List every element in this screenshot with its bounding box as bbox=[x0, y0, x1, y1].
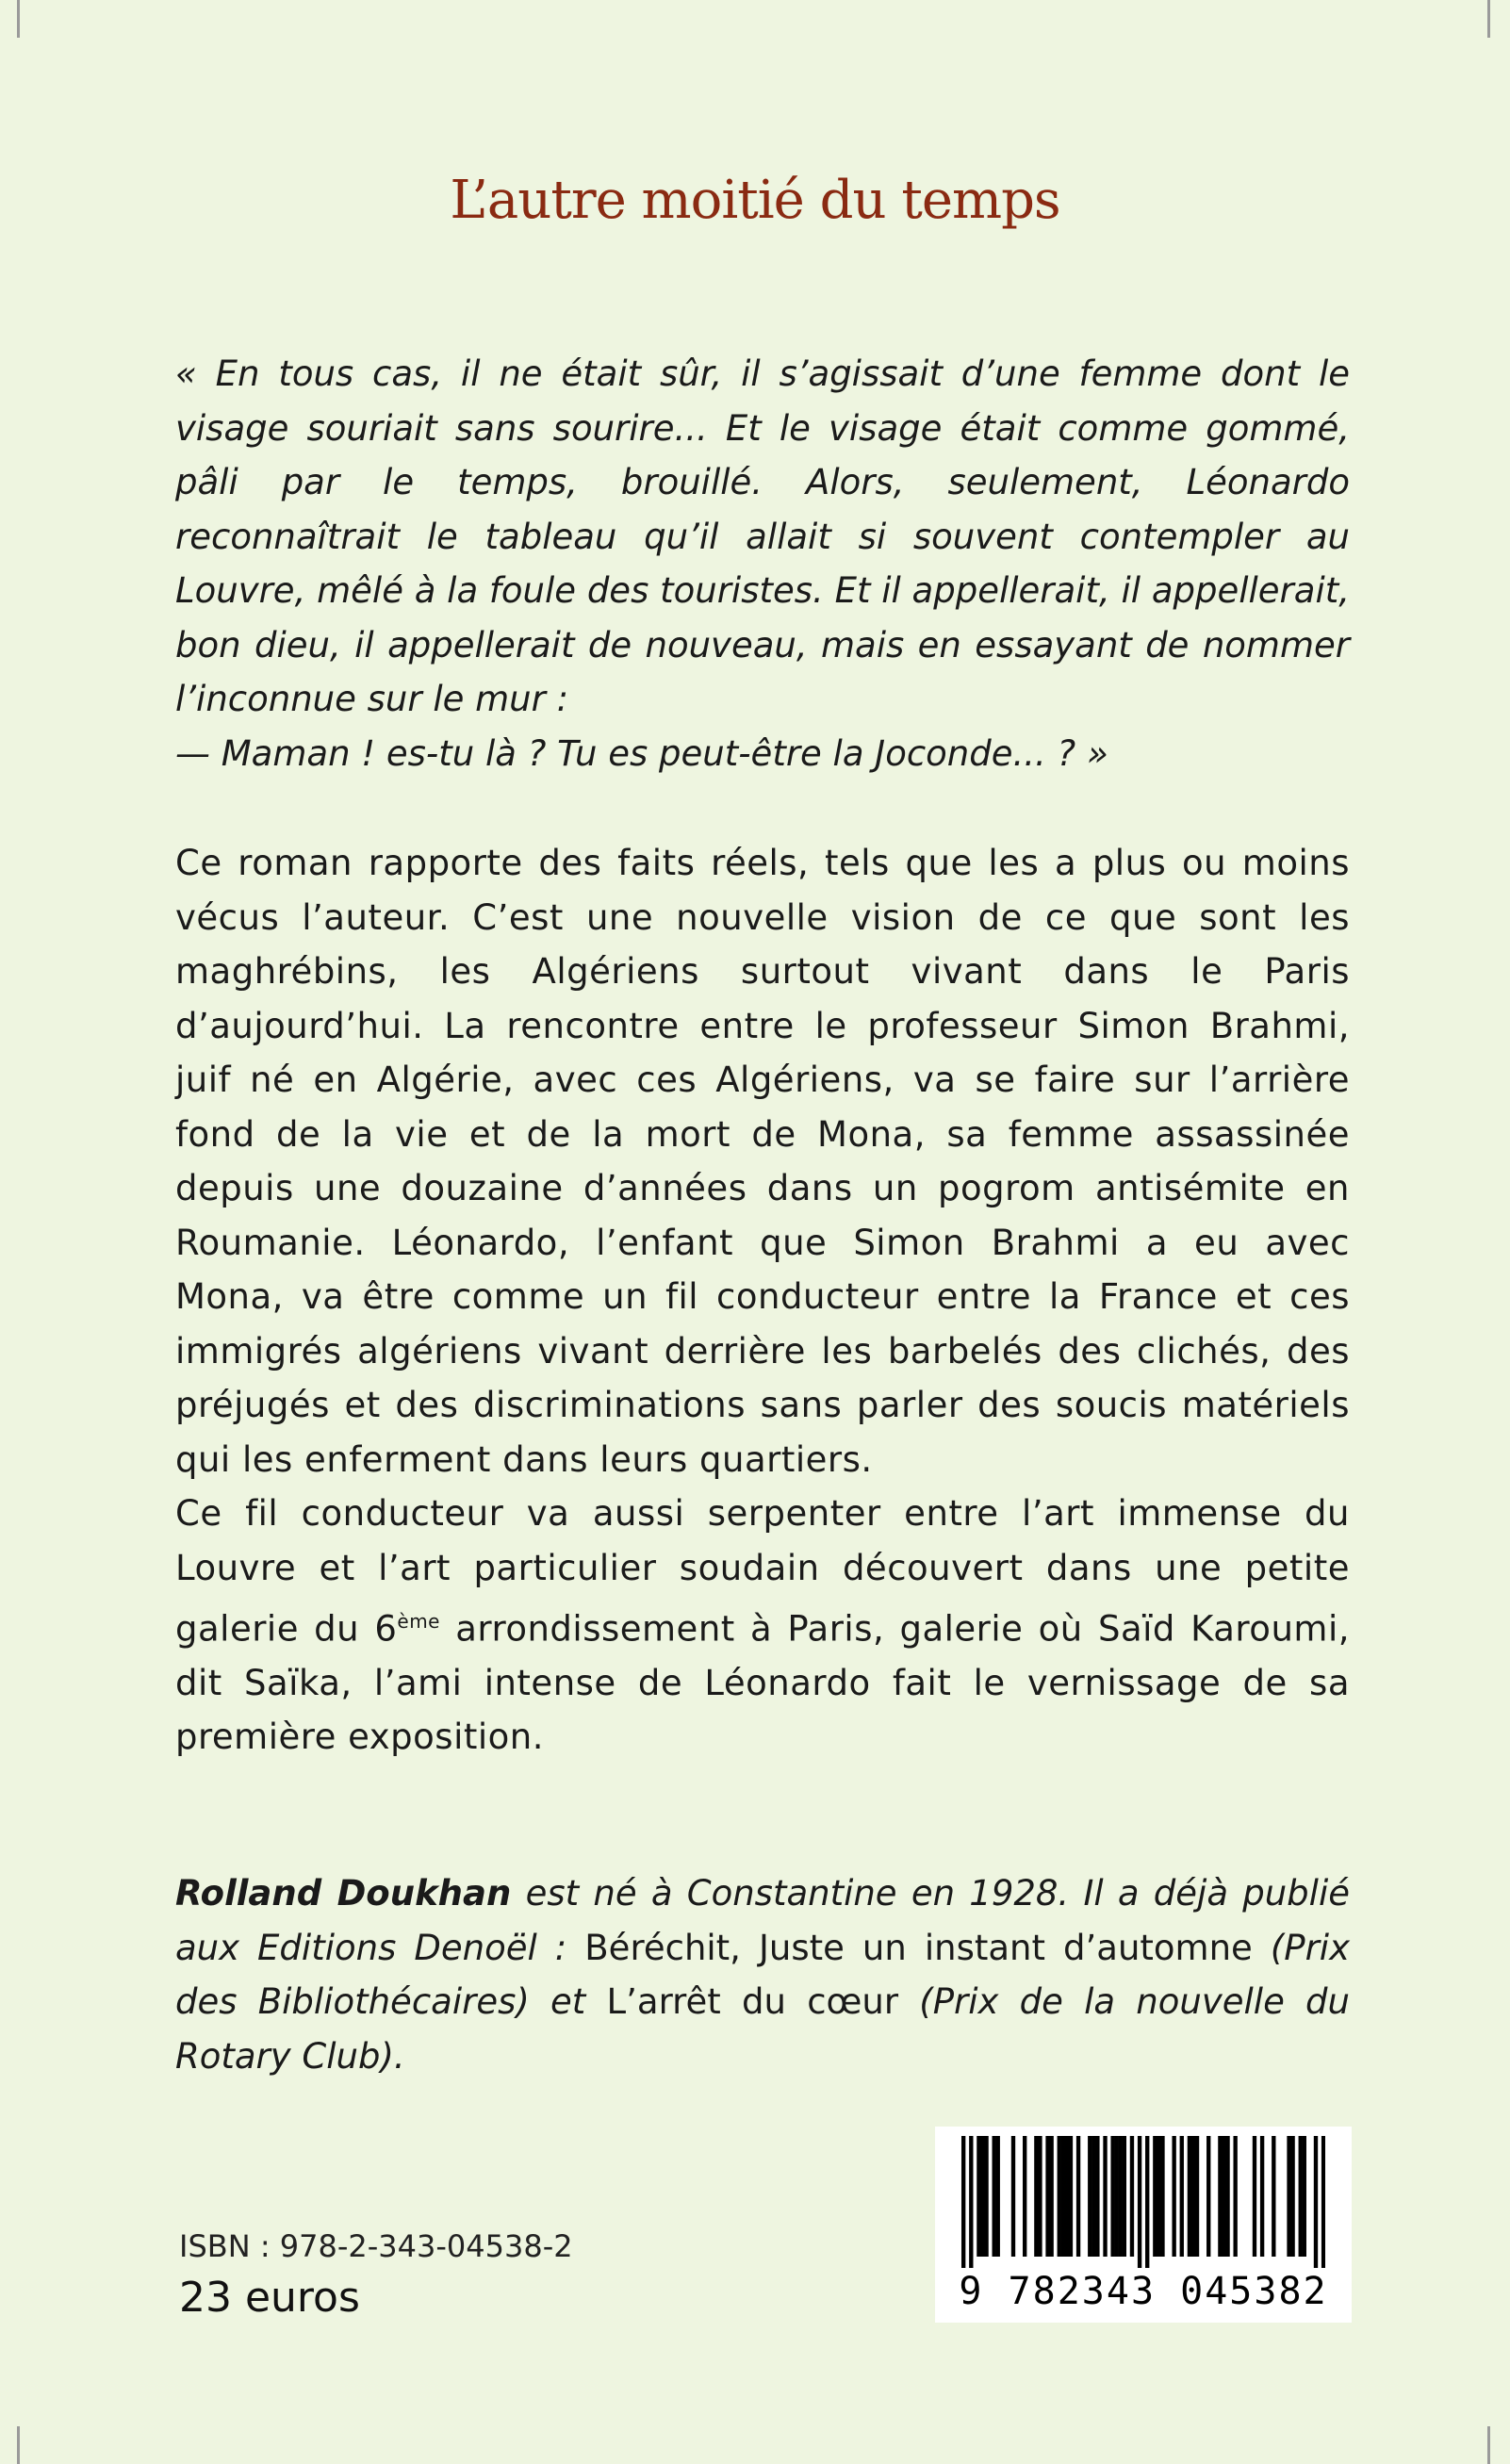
barcode-bar bbox=[1153, 2136, 1157, 2257]
barcode-bar bbox=[1314, 2136, 1318, 2268]
barcode-bar bbox=[1119, 2136, 1123, 2257]
book-summary bbox=[175, 836, 1350, 1765]
barcode-bar bbox=[1299, 2136, 1303, 2257]
barcode-bars bbox=[961, 2136, 1325, 2268]
summary-paragraph-1: Ce roman rapporte des faits réels, tels que les a plus ou moins vécus l’auteur. C’est une nouvelle vision de ce que sont les maghrébins, les Algériens surtout vivant dans le Paris d’aujourd’hui. La rencontre entre le professeur Simon Brahmi, juif né en Algérie, avec ces Algériens, va se faire sur l’arrière fond de la vie et de la mort de Mona, sa femme assassinée depuis une douzaine d’années dans un pogrom antisémite en Roumanie. Léonardo, l’enfant que Simon Brahmi a eu avec Mona, va être comme un fil conducteur entre la France et ces immigrés algériens vivant derrière les barbelés des clichés, des préjugés et des discriminations sans parler des soucis matériels qui les enferment dans leurs quartiers. bbox=[175, 843, 1350, 1480]
barcode-bar bbox=[977, 2136, 980, 2257]
author-bio-text-1: est né à Constantine en 1928. Il a déjà publié aux Editions Denoël : bbox=[175, 1873, 1350, 1968]
summary-paragraph-2-start: Ce fil conducteur va aussi serpenter entre l’art immense du Louvre et l’art particulier soudain découvert dans une petite galerie du 6 bbox=[175, 1493, 1350, 1650]
crop-mark-top-right bbox=[1487, 0, 1490, 38]
barcode-bar bbox=[1233, 2136, 1237, 2257]
barcode-bar bbox=[1130, 2136, 1134, 2257]
author-name: Rolland Doukhan bbox=[175, 1873, 512, 1914]
barcode-bar bbox=[1103, 2136, 1107, 2257]
barcode-bar bbox=[1272, 2136, 1275, 2257]
barcode-bar bbox=[1195, 2136, 1199, 2257]
barcode-bar bbox=[969, 2136, 973, 2268]
book-title: L’autre moitié du temps bbox=[450, 170, 1060, 231]
barcode-bar bbox=[984, 2136, 988, 2257]
barcode-bar bbox=[1253, 2136, 1256, 2257]
barcode-bar bbox=[1206, 2136, 1210, 2257]
barcode-bar bbox=[1145, 2136, 1149, 2268]
barcode-bar bbox=[1222, 2136, 1225, 2257]
barcode-bar bbox=[996, 2136, 1000, 2257]
author-bio-paragraph bbox=[175, 1866, 1350, 2083]
barcode-bar bbox=[1065, 2136, 1069, 2257]
barcode-bar bbox=[1038, 2136, 1042, 2257]
barcode-bar bbox=[1123, 2136, 1126, 2257]
barcode-bar bbox=[1095, 2136, 1099, 2257]
summary-paragraph-2 bbox=[175, 1487, 1350, 1765]
barcode-bar bbox=[1091, 2136, 1095, 2257]
barcode-bar bbox=[1180, 2136, 1184, 2257]
barcode-bar bbox=[1172, 2136, 1175, 2257]
barcode-bar bbox=[1191, 2136, 1195, 2257]
ordinal-superscript: ème bbox=[397, 1610, 440, 1633]
barcode-bar bbox=[1287, 2136, 1290, 2257]
quote-dialogue: — Maman ! es-tu là ? Tu es peut-être la Joconde... ? » bbox=[175, 732, 1108, 774]
barcode-bar bbox=[1138, 2136, 1141, 2268]
barcode-bar bbox=[1088, 2136, 1091, 2257]
barcode-bar bbox=[1188, 2136, 1191, 2257]
barcode-number: 9 782343 045382 bbox=[959, 2270, 1328, 2313]
prize-2: (Prix de la nouvelle du Rotary Club). bbox=[175, 1981, 1350, 2077]
isbn: ISBN : 978-2-343-04538-2 bbox=[179, 2228, 573, 2264]
previous-book-1: Béréchit, Juste un instant d’automne bbox=[584, 1927, 1253, 1968]
previous-book-2: L’arrêt du cœur bbox=[606, 1981, 899, 2022]
barcode-bar bbox=[961, 2136, 965, 2268]
barcode-bar bbox=[1076, 2136, 1080, 2257]
barcode-bar bbox=[1110, 2136, 1114, 2257]
summary-paragraph-2-end: arrondissement à Paris, galerie où Saïd Karoumi, dit Saïka, l’ami intense de Léonardo fait le vernissage de sa première exposition. bbox=[175, 1608, 1350, 1758]
barcode-bar bbox=[1023, 2136, 1026, 2257]
barcode-bar bbox=[1157, 2136, 1160, 2257]
barcode-bar bbox=[1045, 2136, 1049, 2257]
barcode-bar bbox=[980, 2136, 984, 2257]
barcode-bar bbox=[993, 2136, 996, 2257]
barcode-bar bbox=[1225, 2136, 1229, 2257]
barcode-bar bbox=[1260, 2136, 1264, 2257]
prize-1: (Prix des Bibliothécaires) et bbox=[175, 1927, 1350, 2022]
barcode-bar bbox=[1069, 2136, 1073, 2257]
author-bio bbox=[175, 1866, 1350, 2083]
barcode bbox=[935, 2127, 1352, 2323]
barcode-bar bbox=[1115, 2136, 1119, 2257]
excerpt-quote bbox=[175, 347, 1350, 780]
barcode-bar bbox=[1049, 2136, 1053, 2257]
price: 23 euros bbox=[179, 2274, 360, 2322]
barcode-bar bbox=[1058, 2136, 1061, 2257]
crop-mark-top-left bbox=[17, 0, 20, 38]
barcode-bar bbox=[1290, 2136, 1294, 2257]
barcode-bar bbox=[1160, 2136, 1164, 2257]
barcode-bar bbox=[1034, 2136, 1038, 2257]
barcode-bar bbox=[1303, 2136, 1306, 2257]
quote-paragraph: « En tous cas, il ne était sûr, il s’agissait d’une femme dont le visage souriait sans sourire... Et le visage était comme gommé, pâli par le temps, brouillé. Alors, seulement, Léonardo reconnaîtrait le tableau qu’il allait si souvent contempler au Louvre, mêlé à la foule des touristes. Et il appellerait, il appellerait, bon dieu, il appellerait de nouveau, mais en essayant de nommer l’inconnue sur le mur : bbox=[175, 353, 1350, 719]
barcode-bar bbox=[1061, 2136, 1065, 2257]
barcode-bar bbox=[1218, 2136, 1222, 2257]
barcode-bar bbox=[1011, 2136, 1015, 2257]
crop-mark-bottom-right bbox=[1487, 2426, 1490, 2464]
barcode-bar bbox=[1321, 2136, 1325, 2268]
crop-mark-bottom-left bbox=[17, 2426, 20, 2464]
